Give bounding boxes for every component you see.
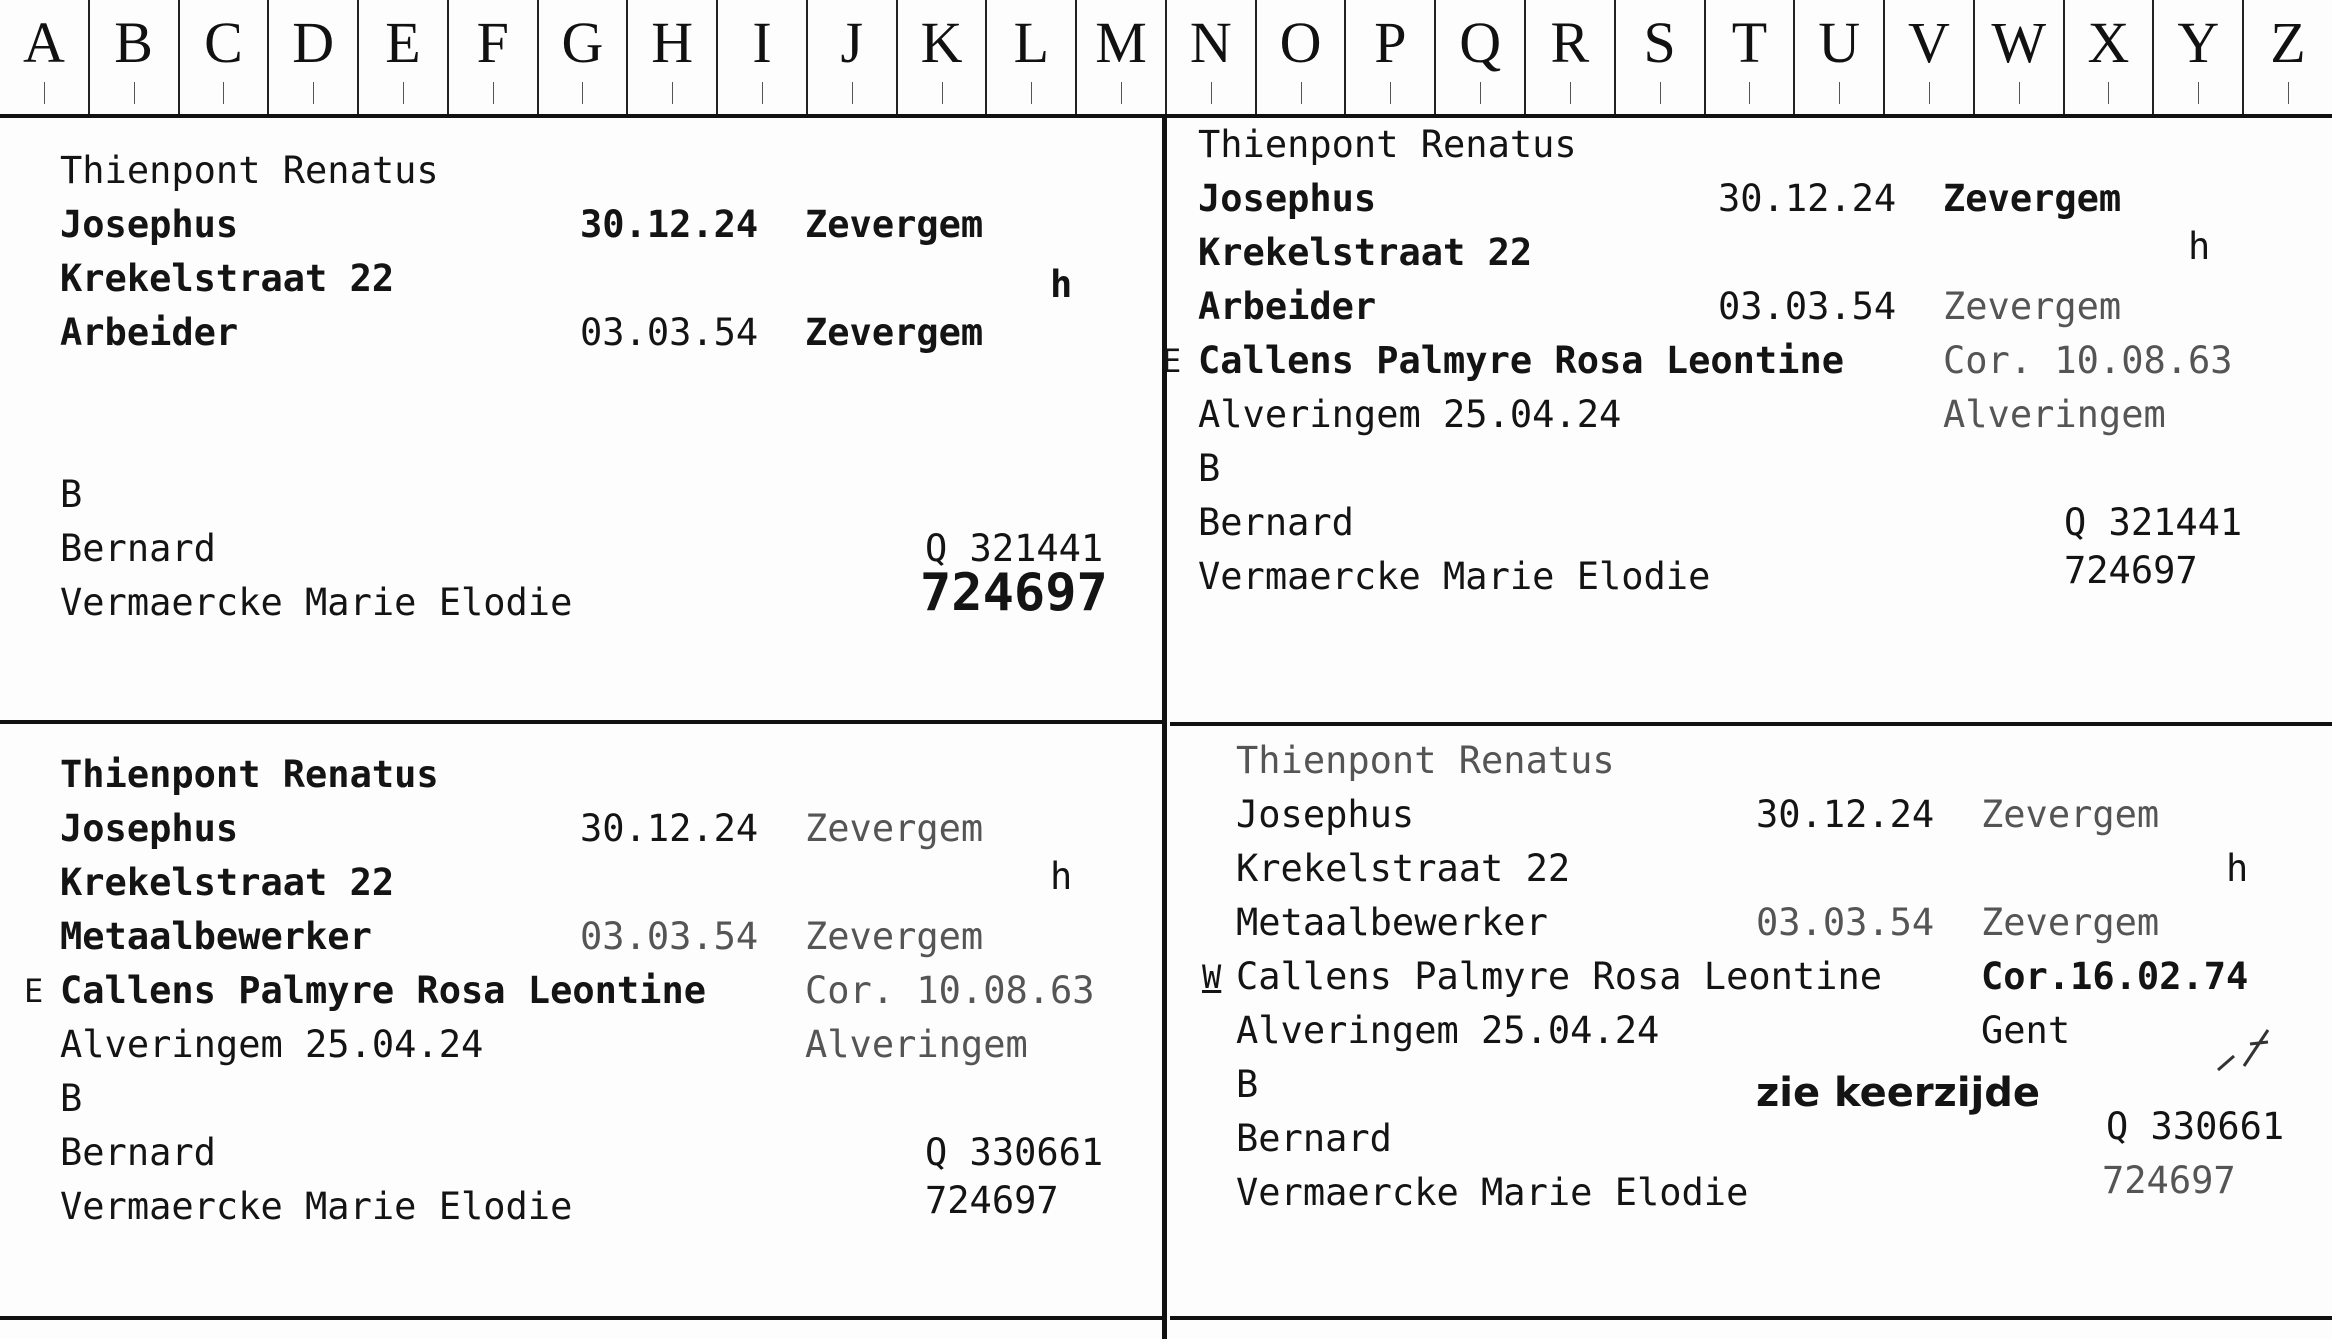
event-date: 03.03.54 <box>1718 285 1897 328</box>
marker: h <box>2188 225 2211 268</box>
father-name: Bernard <box>1198 501 1354 544</box>
spouse-status: Cor.16.02.74 <box>1981 955 2249 998</box>
spouse-mark: E <box>1162 342 1182 380</box>
index-letter-h: H <box>628 0 718 114</box>
event-date: 03.03.54 <box>580 311 759 354</box>
bottom-divider <box>0 1316 1162 1320</box>
index-letter-q: Q <box>1436 0 1526 114</box>
surname-line: Thienpont Renatus <box>60 149 439 192</box>
spouse-name: Callens Palmyre Rosa Leontine <box>60 969 707 1012</box>
index-letter-c: C <box>180 0 270 114</box>
spouse-place: Alveringem <box>1943 393 2166 436</box>
birth-place: Zevergem <box>805 807 984 850</box>
father-name: Bernard <box>60 527 216 570</box>
birth-date: 30.12.24 <box>1718 177 1897 220</box>
index-card-1 <box>60 144 1140 630</box>
index-letter-v: V <box>1885 0 1975 114</box>
mother-name: Vermaercke Marie Elodie <box>60 1185 573 1228</box>
index-letter-i: I <box>718 0 808 114</box>
birth-place: Zevergem <box>1943 177 2122 220</box>
index-letter-p: P <box>1346 0 1436 114</box>
surname-line: Thienpont Renatus <box>60 753 439 796</box>
card-number: 724697 <box>2102 1159 2236 1202</box>
event-date: 03.03.54 <box>1756 901 1935 944</box>
index-letter-f: F <box>449 0 539 114</box>
index-letter-r: R <box>1526 0 1616 114</box>
marker: h <box>2226 847 2249 890</box>
spouse-status: Cor. 10.08.63 <box>1943 339 2233 382</box>
surname-line: Thienpont Renatus <box>1236 739 1615 782</box>
index-letter-a: A <box>0 0 90 114</box>
marker: h <box>1050 855 1073 898</box>
registration-number: Q 321441 <box>925 527 1104 570</box>
address: Krekelstraat 22 <box>1236 847 1571 890</box>
index-letter-y: Y <box>2154 0 2244 114</box>
registration-number: Q 330661 <box>925 1131 1104 1174</box>
row-divider <box>1170 722 2332 726</box>
registration-number: Q 321441 <box>2064 501 2243 544</box>
spouse-place: Gent <box>1981 1009 2071 1052</box>
index-card-4 <box>1202 734 2316 1220</box>
given-name: Josephus <box>1198 177 1377 220</box>
spouse-status: Cor. 10.08.63 <box>805 969 1095 1012</box>
index-letter-s: S <box>1616 0 1706 114</box>
mother-name: Vermaercke Marie Elodie <box>1236 1171 1749 1214</box>
pen-tick-mark <box>2210 1026 2280 1076</box>
index-letter-l: L <box>987 0 1077 114</box>
birth-date: 30.12.24 <box>580 203 759 246</box>
registration-number: Q 330661 <box>2106 1105 2285 1148</box>
occupation: Arbeider <box>60 311 239 354</box>
index-letter-e: E <box>359 0 449 114</box>
index-letter-x: X <box>2065 0 2155 114</box>
card-number: 724697 <box>920 563 1108 623</box>
index-letter-n: N <box>1167 0 1257 114</box>
spouse-name: Callens Palmyre Rosa Leontine <box>1198 339 1845 382</box>
event-place: Zevergem <box>1981 901 2160 944</box>
occupation: Arbeider <box>1198 285 1377 328</box>
mother-name: Vermaercke Marie Elodie <box>60 581 573 624</box>
index-letter-j: J <box>808 0 898 114</box>
birth-date: 30.12.24 <box>1756 793 1935 836</box>
spouse-name: Callens Palmyre Rosa Leontine <box>1236 955 1883 998</box>
bottom-divider <box>1170 1316 2332 1320</box>
zie-keerzijde-stamp: zie keerzijde <box>1756 1070 2041 1116</box>
address: Krekelstraat 22 <box>60 861 395 904</box>
father-initial: B <box>1198 447 1221 490</box>
surname-line: Thienpont Renatus <box>1198 123 1577 166</box>
index-letter-t: T <box>1706 0 1796 114</box>
mother-name: Vermaercke Marie Elodie <box>1198 555 1711 598</box>
alphabet-index <box>0 0 2332 118</box>
column-divider <box>1162 118 1167 1339</box>
index-card-2 <box>1162 118 2308 604</box>
birth-place: Zevergem <box>1981 793 2160 836</box>
given-name: Josephus <box>60 203 239 246</box>
given-name: Josephus <box>1236 793 1415 836</box>
father-name: Bernard <box>60 1131 216 1174</box>
occupation: Metaalbewerker <box>60 915 372 958</box>
father-initial: B <box>60 1077 83 1120</box>
index-letter-g: G <box>539 0 629 114</box>
birth-date: 30.12.24 <box>580 807 759 850</box>
card-number: 724697 <box>925 1179 1059 1222</box>
event-place: Zevergem <box>1943 285 2122 328</box>
event-place: Zevergem <box>805 311 984 354</box>
spouse-birth: Alveringem 25.04.24 <box>1236 1009 1660 1052</box>
birth-place: Zevergem <box>805 203 984 246</box>
address: Krekelstraat 22 <box>1198 231 1533 274</box>
occupation: Metaalbewerker <box>1236 901 1548 944</box>
index-letter-o: O <box>1257 0 1347 114</box>
card-number: 724697 <box>2064 549 2198 592</box>
index-letter-u: U <box>1795 0 1885 114</box>
spouse-birth: Alveringem 25.04.24 <box>1198 393 1622 436</box>
spouse-mark: W <box>1202 958 1222 996</box>
index-card-3 <box>24 748 1140 1234</box>
father-name: Bernard <box>1236 1117 1392 1160</box>
index-letter-b: B <box>90 0 180 114</box>
row-divider <box>0 720 1162 724</box>
spouse-mark: E <box>24 972 44 1010</box>
index-letter-d: D <box>269 0 359 114</box>
event-date: 03.03.54 <box>580 915 759 958</box>
spouse-birth: Alveringem 25.04.24 <box>60 1023 484 1066</box>
index-letter-m: M <box>1077 0 1167 114</box>
index-letter-k: K <box>898 0 988 114</box>
index-letter-w: W <box>1975 0 2065 114</box>
marker: h <box>1050 263 1073 306</box>
event-place: Zevergem <box>805 915 984 958</box>
given-name: Josephus <box>60 807 239 850</box>
spouse-place: Alveringem <box>805 1023 1028 1066</box>
father-initial: B <box>60 473 83 516</box>
father-initial: B <box>1236 1063 1259 1106</box>
index-letter-z: Z <box>2244 0 2332 114</box>
address: Krekelstraat 22 <box>60 257 395 300</box>
